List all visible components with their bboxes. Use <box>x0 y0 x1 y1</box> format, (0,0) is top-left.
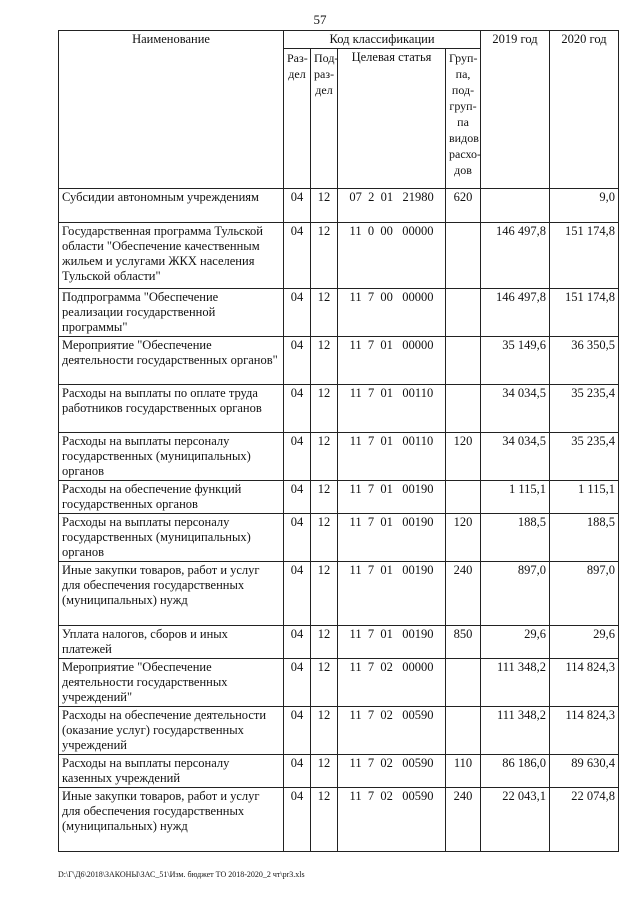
row-amount-2020: 35 235,4 <box>550 385 619 433</box>
row-name: Расходы на обеспечение деятельности (оказание услуг) государственных учреждений <box>59 707 284 755</box>
table-row <box>59 385 619 433</box>
row-amount-2019: 34 034,5 <box>481 385 550 433</box>
row-target-article: 11 7 02 00590 <box>338 755 446 788</box>
row-name: Расходы на выплаты по оплате труда работников государственных органов <box>59 385 284 433</box>
row-subsection: 12 <box>311 385 338 433</box>
table-body <box>59 189 619 852</box>
row-amount-2020: 114 824,3 <box>550 707 619 755</box>
header-target-article: Целевая статья <box>338 49 446 189</box>
row-section: 04 <box>284 385 311 433</box>
table-row <box>59 433 619 481</box>
row-expense-group: 120 <box>446 514 481 562</box>
header-year-2020: 2020 год <box>550 31 619 189</box>
row-amount-2020: 22 074,8 <box>550 788 619 852</box>
row-amount-2020: 36 350,5 <box>550 337 619 385</box>
row-target-article: 11 7 01 00190 <box>338 626 446 659</box>
header-row-1 <box>59 31 619 49</box>
row-expense-group: 120 <box>446 433 481 481</box>
row-subsection: 12 <box>311 337 338 385</box>
row-expense-group: 240 <box>446 562 481 626</box>
row-section: 04 <box>284 223 311 289</box>
row-name: Мероприятие "Обеспечение деятельности государственных учреждений" <box>59 659 284 707</box>
row-expense-group <box>446 385 481 433</box>
row-target-article: 11 7 02 00590 <box>338 707 446 755</box>
row-expense-group: 110 <box>446 755 481 788</box>
row-amount-2020: 897,0 <box>550 562 619 626</box>
row-subsection: 12 <box>311 289 338 337</box>
row-amount-2019: 29,6 <box>481 626 550 659</box>
row-subsection: 12 <box>311 755 338 788</box>
row-section: 04 <box>284 707 311 755</box>
row-target-article: 07 2 01 21980 <box>338 189 446 223</box>
row-amount-2019 <box>481 189 550 223</box>
table-row <box>59 223 619 289</box>
table-row <box>59 788 619 852</box>
budget-table <box>58 30 619 852</box>
row-target-article: 11 7 00 00000 <box>338 289 446 337</box>
row-subsection: 12 <box>311 189 338 223</box>
row-target-article: 11 7 01 00190 <box>338 481 446 514</box>
row-name: Расходы на выплаты персоналу казенных учреждений <box>59 755 284 788</box>
row-expense-group: 620 <box>446 189 481 223</box>
row-amount-2020: 89 630,4 <box>550 755 619 788</box>
row-section: 04 <box>284 189 311 223</box>
row-subsection: 12 <box>311 481 338 514</box>
row-section: 04 <box>284 337 311 385</box>
row-expense-group <box>446 337 481 385</box>
row-target-article: 11 7 01 00000 <box>338 337 446 385</box>
row-name: Расходы на обеспечение функций государственных органов <box>59 481 284 514</box>
row-subsection: 12 <box>311 659 338 707</box>
row-subsection: 12 <box>311 514 338 562</box>
row-amount-2019: 146 497,8 <box>481 223 550 289</box>
row-name: Расходы на выплаты персоналу государственных (муниципальных) органов <box>59 433 284 481</box>
row-name: Уплата налогов, сборов и иных платежей <box>59 626 284 659</box>
row-subsection: 12 <box>311 562 338 626</box>
row-name: Подпрограмма "Обеспечение реализации государственной программы" <box>59 289 284 337</box>
row-section: 04 <box>284 289 311 337</box>
row-name: Государственная программа Тульской области "Обеспечение качественным жильем и услугами ЖКХ населения Тульской области" <box>59 223 284 289</box>
row-amount-2019: 34 034,5 <box>481 433 550 481</box>
page-number: 57 <box>313 12 327 27</box>
table-row <box>59 659 619 707</box>
row-name: Субсидии автономным учреждениям <box>59 189 284 223</box>
row-target-article: 11 7 01 00190 <box>338 514 446 562</box>
row-amount-2019: 22 043,1 <box>481 788 550 852</box>
row-amount-2020: 188,5 <box>550 514 619 562</box>
row-amount-2020: 35 235,4 <box>550 433 619 481</box>
row-section: 04 <box>284 433 311 481</box>
header-section: Раз- дел <box>284 49 311 189</box>
row-expense-group: 240 <box>446 788 481 852</box>
row-amount-2020: 29,6 <box>550 626 619 659</box>
row-expense-group <box>446 707 481 755</box>
row-amount-2019: 35 149,6 <box>481 337 550 385</box>
table-row <box>59 289 619 337</box>
row-amount-2020: 151 174,8 <box>550 289 619 337</box>
row-section: 04 <box>284 755 311 788</box>
row-section: 04 <box>284 514 311 562</box>
table-row <box>59 626 619 659</box>
row-name: Мероприятие "Обеспечение деятельности государственных органов" <box>59 337 284 385</box>
row-amount-2020: 114 824,3 <box>550 659 619 707</box>
row-expense-group <box>446 223 481 289</box>
row-name: Иные закупки товаров, работ и услуг для обеспечения государственных (муниципальных) нужд <box>59 788 284 852</box>
row-expense-group <box>446 481 481 514</box>
table-row <box>59 707 619 755</box>
row-amount-2019: 111 348,2 <box>481 707 550 755</box>
header-code-classification: Код классификации <box>284 31 481 49</box>
file-path-footer: D:\Г\Д6\2018\ЗАКОНЫ\ЗАС_51\Изм. бюджет ТО 2018-2020_2 чт\pr3.xls <box>58 870 305 879</box>
row-section: 04 <box>284 562 311 626</box>
header-expense-group: Груп- па, под- груп- па видов расхо- дов <box>446 49 481 189</box>
row-amount-2020: 9,0 <box>550 189 619 223</box>
table-row <box>59 562 619 626</box>
table-row <box>59 481 619 514</box>
row-amount-2020: 151 174,8 <box>550 223 619 289</box>
table-row <box>59 514 619 562</box>
row-amount-2019: 146 497,8 <box>481 289 550 337</box>
row-name: Иные закупки товаров, работ и услуг для обеспечения государственных (муниципальных) нужд <box>59 562 284 626</box>
header-subsection: Под- раз- дел <box>311 49 338 189</box>
table-row <box>59 755 619 788</box>
row-section: 04 <box>284 481 311 514</box>
row-expense-group <box>446 659 481 707</box>
row-amount-2020: 1 115,1 <box>550 481 619 514</box>
row-target-article: 11 7 01 00110 <box>338 385 446 433</box>
row-target-article: 11 7 01 00190 <box>338 562 446 626</box>
row-amount-2019: 86 186,0 <box>481 755 550 788</box>
table-row <box>59 337 619 385</box>
row-expense-group: 850 <box>446 626 481 659</box>
row-amount-2019: 111 348,2 <box>481 659 550 707</box>
row-target-article: 11 7 02 00590 <box>338 788 446 852</box>
row-section: 04 <box>284 659 311 707</box>
row-target-article: 11 0 00 00000 <box>338 223 446 289</box>
row-subsection: 12 <box>311 223 338 289</box>
row-target-article: 11 7 02 00000 <box>338 659 446 707</box>
row-target-article: 11 7 01 00110 <box>338 433 446 481</box>
row-amount-2019: 188,5 <box>481 514 550 562</box>
row-amount-2019: 1 115,1 <box>481 481 550 514</box>
row-subsection: 12 <box>311 707 338 755</box>
header-name: Наименование <box>59 31 284 189</box>
row-amount-2019: 897,0 <box>481 562 550 626</box>
row-expense-group <box>446 289 481 337</box>
row-name: Расходы на выплаты персоналу государственных (муниципальных) органов <box>59 514 284 562</box>
row-subsection: 12 <box>311 788 338 852</box>
row-section: 04 <box>284 788 311 852</box>
row-subsection: 12 <box>311 626 338 659</box>
row-subsection: 12 <box>311 433 338 481</box>
header-year-2019: 2019 год <box>481 31 550 189</box>
row-section: 04 <box>284 626 311 659</box>
table-row <box>59 189 619 223</box>
